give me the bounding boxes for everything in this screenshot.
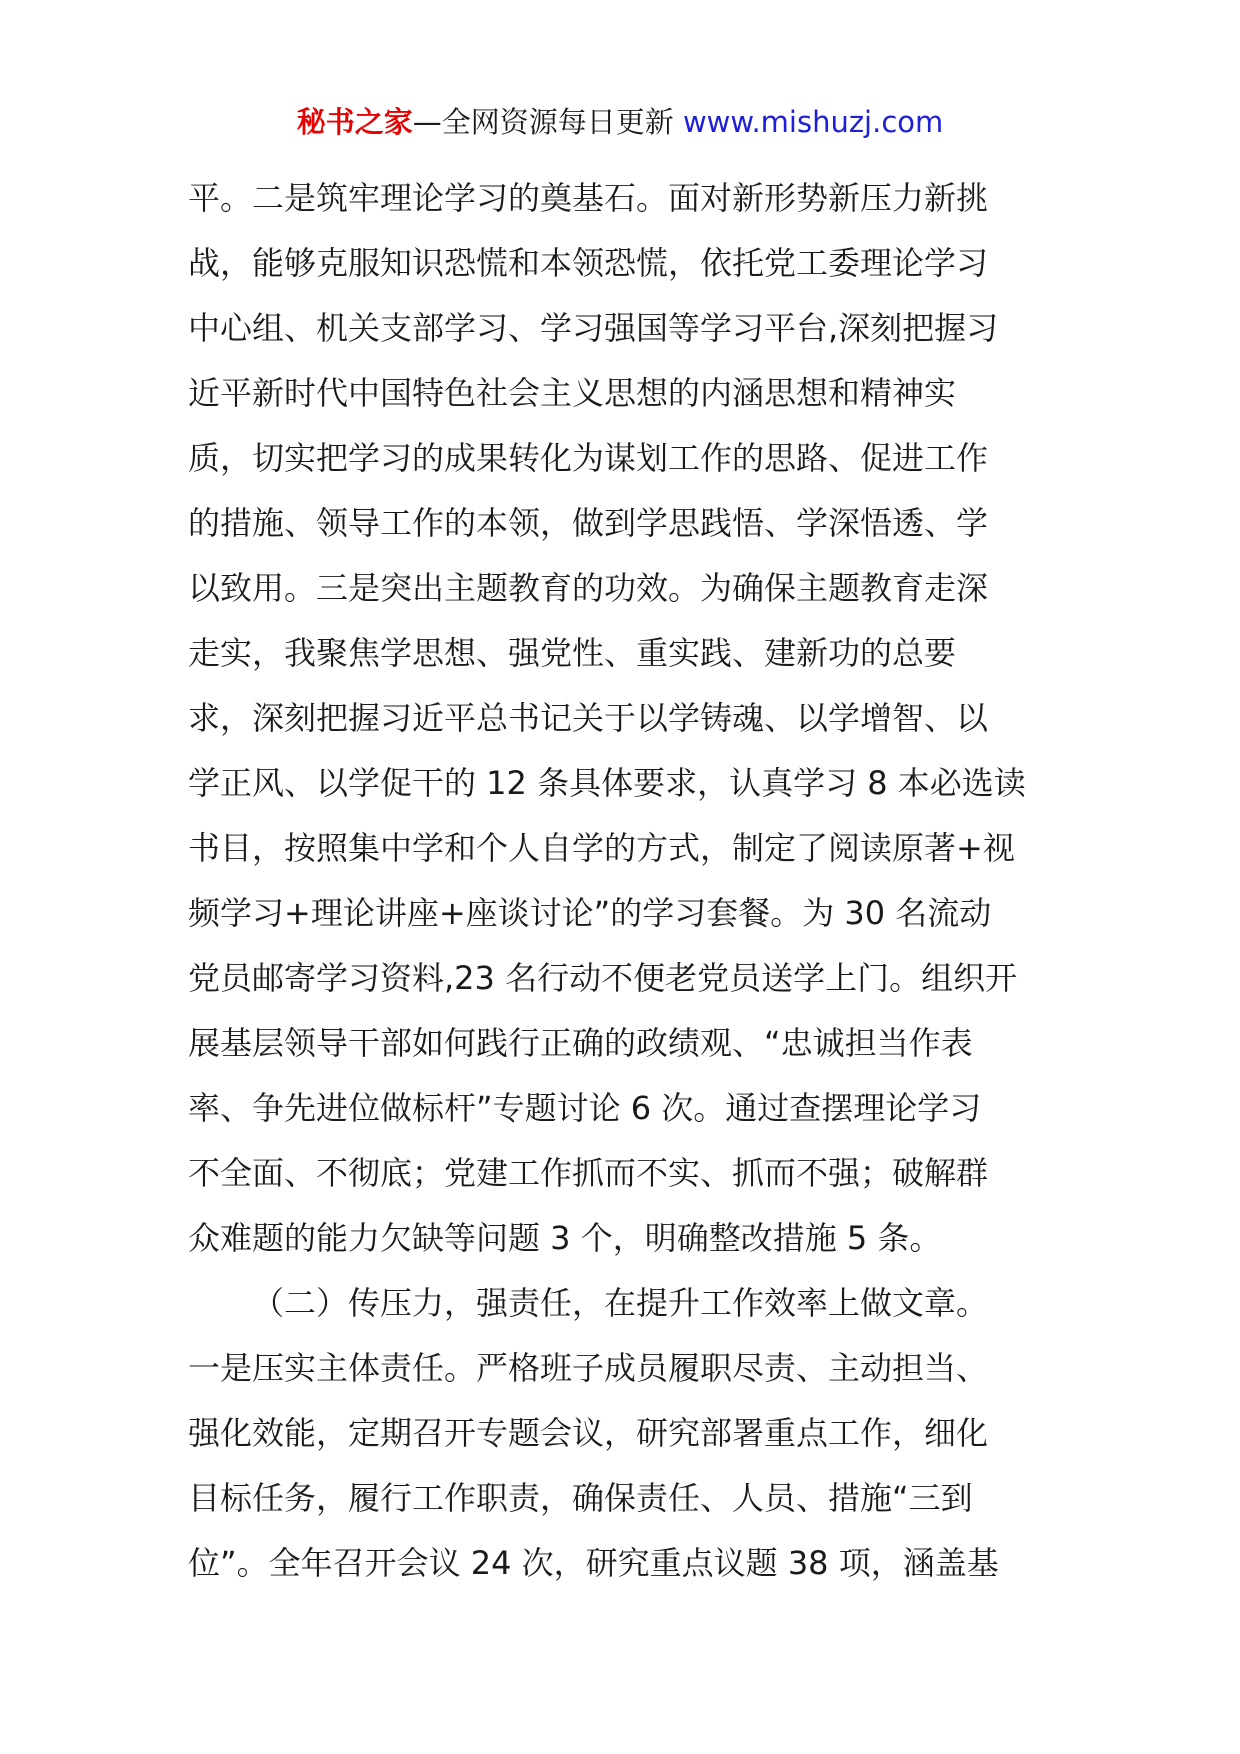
body-line: 强化效能，定期召开专题会议，研究部署重点工作，细化 — [188, 1414, 989, 1452]
body-line: 平。二是筑牢理论学习的奠基石。面对新形势新压力新挑 — [188, 179, 989, 217]
body-line: 走实，我聚焦学思想、强党性、重实践、建新功的总要 — [188, 634, 957, 672]
section-heading: （二）传压力，强责任，在提升工作效率上做文章。 — [252, 1284, 989, 1322]
site-name: 秘书之家 — [296, 105, 413, 139]
body-line: 频学习+理论讲座+座谈讨论”的学习套餐。为 30 名流动 — [188, 894, 992, 932]
document-body — [188, 166, 1068, 1596]
body-line: 展基层领导干部如何践行正确的政绩观、“忠诚担当作表 — [188, 1024, 973, 1062]
body-line: 战，能够克服知识恐慌和本领恐慌，依托党工委理论学习 — [188, 244, 989, 282]
body-line: 目标任务，履行工作职责，确保责任、人员、措施“三到 — [188, 1479, 973, 1517]
body-line: 的措施、领导工作的本领，做到学思践悟、学深悟透、学 — [188, 504, 989, 542]
body-line: 不全面、不彻底；党建工作抓而不实、抓而不强；破解群 — [188, 1154, 989, 1192]
site-url-link[interactable]: www.mishuzj.com — [682, 105, 944, 139]
body-line: 质，切实把学习的成果转化为谋划工作的思路、促进工作 — [188, 439, 989, 477]
body-line: 位”。全年召开会议 24 次，研究重点议题 38 项，涵盖基 — [188, 1544, 999, 1582]
body-line: 书目，按照集中学和个人自学的方式，制定了阅读原著+视 — [188, 829, 1015, 867]
body-line: 中心组、机关支部学习、学习强国等学习平台,深刻把握习 — [188, 309, 999, 347]
body-line: 近平新时代中国特色社会主义思想的内涵思想和精神实 — [188, 374, 957, 412]
body-line: 学正风、以学促干的 12 条具体要求，认真学习 8 本必选读 — [188, 764, 1026, 802]
site-header — [0, 102, 1240, 142]
body-line: 以致用。三是突出主题教育的功效。为确保主题教育走深 — [188, 569, 989, 607]
body-line: 率、争先进位做标杆”专题讨论 6 次。通过查摆理论学习 — [188, 1089, 982, 1127]
body-line: 一是压实主体责任。严格班子成员履职尽责、主动担当、 — [188, 1349, 989, 1387]
body-line: 众难题的能力欠缺等问题 3 个，明确整改措施 5 条。 — [188, 1219, 942, 1257]
site-tagline: —全网资源每日更新 — [412, 105, 674, 139]
body-line: 求，深刻把握习近平总书记关于以学铸魂、以学增智、以 — [188, 699, 989, 737]
body-line: 党员邮寄学习资料,23 名行动不便老党员送学上门。组织开 — [188, 959, 1018, 997]
